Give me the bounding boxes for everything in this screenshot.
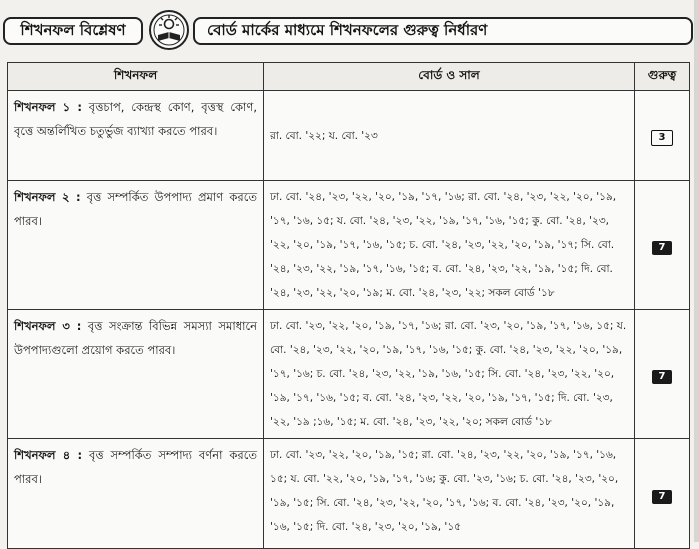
column-header-outcome: শিখনফল	[8, 63, 264, 91]
board-years-cell: ঢা. বো. '২৪, '২৩, '২২, '২০, '১৯, '১৭, '১৬; রা. বো. '২৪, '২৩, '২২, '২০, '১৯, '১৭, '১৬, ১৫; য. বো. '২৪, '২৩, '২২, '১৯, '১৭, '১৬, '১৫; কু. বো. '২৪, '২৩, '২২, '২০, '১৯, '১৭, '১৬, '১৫; চ. বো. '২৪, '২৩, '২২, '২০, '১৯, '১৭; সি. বো. '২৪, '২৩, '২২, '১৯, '১৭, '১৬, '১৫; ব. বো. '২৪, '২৩, '২২, '১৯, '১৫; দি. বো. '২৪, '২৩, '২২, '২০, '১৯; ম. বো. '২৪, '২৩, '২২; সকল বোর্ড '১৮	[264, 181, 635, 310]
table-row	[8, 310, 690, 439]
importance-badge: 7	[652, 370, 672, 384]
outcome-title: শিখনফল ২ :	[14, 190, 81, 204]
outcome-title: শিখনফল ৩ :	[14, 319, 82, 333]
outcome-cell	[8, 439, 264, 549]
importance-badge: 3	[651, 130, 673, 146]
sun-book-icon	[148, 8, 190, 52]
outcome-table	[7, 62, 690, 549]
page-title	[193, 17, 693, 45]
outcome-cell	[8, 310, 264, 439]
section-label-text: শিখনফল বিশ্লেষণ	[20, 20, 126, 39]
board-years-cell: ঢা. বো. '২৩, '২২, '২০, '১৯, '১৫; রা. বো. '২৪, '২৩, '২২, '২০, '১৯, '১৭, '১৬, ১৫; য. বো. '২২, '২০, '১৯, '১৭, '১৬; কু. বো. '২৩, '১৬; চ. বো. '২৪, '২৩, '২০, '১৯, '১৫; সি. বো. '২৪, '২৩, '২২, '২০, '১৭, '১৬; ব. বো. '২৪, '২৩, '২০, '১৯, '১৬, '১৫; দি. বো. '২৪, '২৩, '২০, '১৯, '১৫	[264, 439, 635, 549]
outcome-title: শিখনফল ৪ :	[14, 448, 83, 462]
board-years-cell: রা. বো. '২২; য. বো. '২৩	[264, 91, 635, 181]
outcome-cell	[8, 181, 264, 310]
importance-cell	[635, 181, 690, 310]
table-row	[8, 439, 690, 549]
outcome-text: বৃত্ত সম্পর্কিত সম্পাদ্য বর্ণনা করতে পারব।	[14, 448, 257, 486]
section-label	[3, 17, 143, 45]
importance-badge: 7	[652, 241, 672, 255]
table-header-row	[8, 63, 690, 91]
table-row	[8, 181, 690, 310]
page-edge	[694, 0, 699, 542]
board-years-cell: ঢা. বো. '২৩, '২২, '২০, '১৯, '১৭, '১৬; রা. বো. '২৩, '২০, '১৯, '১৭, '১৬, ১৫; য. বো. '২৪, '২৩, '২২, '২০, '১৯, '১৭, '১৬, '১৫; কু. বো. '২৪, '২৩, '২২, '২০, '১৯, '১৭, '১৬; চ. বো. '২৪, '২৩, '২২, '১৯, '১৬, '১৫; সি. বো. '২৪, '২৩, '২২, '২০, '১৯, '১৭, '১৬, '১৫; ব. বো. '২৪, '২৩, '২২, '২০, '১৯, '১৭, '১৫; দি. বো. '২৩, '২২, '১৯ ;১৬, '১৫; ম. বো. '২৪, '২৩, '২২, '২০; সকল বোর্ড '১৮	[264, 310, 635, 439]
header	[0, 8, 699, 52]
importance-cell	[635, 439, 690, 549]
outcome-text: বৃত্ত সংক্রান্ত বিভিন্ন সমস্যা সমাধানে উপপাদ্যগুলো প্রয়োগ করতে পারব।	[14, 319, 258, 357]
column-header-importance: গুরুত্ব	[635, 63, 690, 91]
outcome-text: বৃত্তচাপ, কেন্দ্রস্থ কোণ, বৃত্তস্থ কোণ, বৃত্তে অন্তর্লিখিত চতুর্ভুজ ব্যাখ্যা করতে পারব।	[14, 100, 257, 138]
page-title-text: বোর্ড মার্কের মাধ্যমে শিখনফলের গুরুত্ব নির্ধারণ	[207, 20, 488, 39]
column-header-board: বোর্ড ও সাল	[264, 63, 635, 91]
importance-cell	[635, 91, 690, 181]
outcome-text: বৃত্ত সম্পর্কিত উপপাদ্য প্রমাণ করতে পারব।	[14, 190, 257, 228]
outcome-title: শিখনফল ১ :	[14, 100, 82, 114]
importance-cell	[635, 310, 690, 439]
outcome-cell	[8, 91, 264, 181]
table-row	[8, 91, 690, 181]
importance-badge: 7	[652, 490, 672, 504]
